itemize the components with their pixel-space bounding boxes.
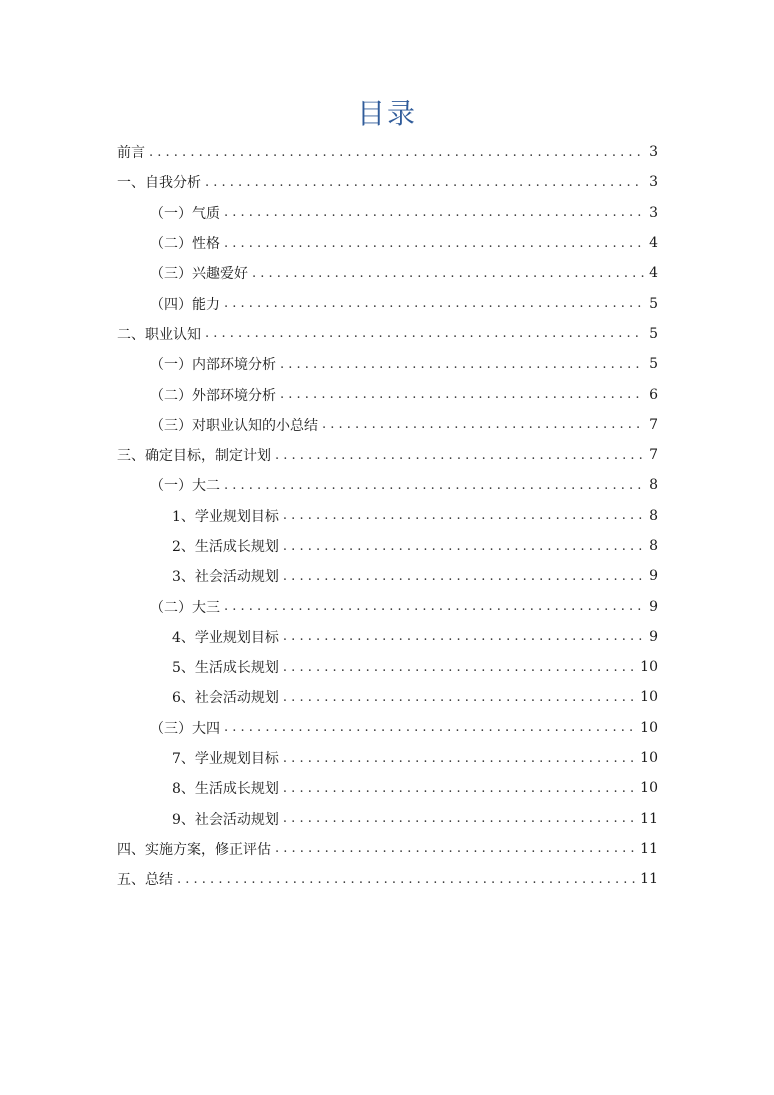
- toc-entry-label: 5、生活成长规划: [172, 660, 279, 677]
- toc-entry[interactable]: [117, 349, 658, 379]
- dot-leader: [224, 478, 644, 493]
- toc-entry-page: 7: [649, 416, 658, 433]
- dot-leader: [283, 569, 644, 584]
- toc-entry-page: 11: [640, 810, 658, 827]
- dot-leader: [275, 448, 644, 463]
- toc-entry[interactable]: [117, 379, 658, 409]
- dot-leader: [283, 781, 636, 796]
- toc-entry[interactable]: [117, 561, 658, 591]
- dot-leader: [224, 205, 644, 220]
- dot-leader: [283, 629, 644, 644]
- toc-entry[interactable]: [117, 410, 658, 440]
- toc-entry-label: （四）能力: [150, 296, 220, 313]
- toc-entry-page: 8: [649, 507, 658, 524]
- toc-entry[interactable]: [117, 834, 658, 864]
- dot-leader: [283, 539, 644, 554]
- toc-entry-label: 9、社会活动规划: [172, 811, 279, 828]
- toc-entry-page: 11: [640, 871, 658, 888]
- toc-entry-page: 8: [649, 538, 658, 554]
- toc-entry[interactable]: [117, 773, 658, 803]
- toc-entry[interactable]: [117, 652, 658, 682]
- toc-entry-page: 4: [649, 265, 658, 282]
- dot-leader: [283, 508, 644, 523]
- dot-leader: [224, 599, 644, 614]
- dot-leader: [280, 387, 644, 402]
- toc-entry[interactable]: [117, 622, 658, 652]
- toc-entry[interactable]: [117, 288, 658, 318]
- toc-entry-page: 10: [640, 659, 658, 676]
- toc-entry-label: （一）内部环境分析: [150, 357, 276, 374]
- toc-title: 目录: [356, 97, 417, 130]
- toc-entry-label: 7、学业规划目标: [172, 751, 279, 768]
- toc-entry-page: 3: [649, 174, 658, 191]
- toc-entry-page: 3: [649, 204, 658, 221]
- toc-entry[interactable]: [117, 470, 658, 500]
- table-of-contents: [117, 137, 658, 894]
- dot-leader: [275, 841, 636, 856]
- dot-leader: [283, 660, 636, 675]
- toc-entry-label: 三、确定目标，制定计划: [117, 448, 271, 465]
- toc-entry-label: （三）兴趣爱好: [150, 266, 248, 283]
- toc-entry-label: 6、社会活动规划: [172, 690, 279, 707]
- toc-entry-page: 9: [649, 628, 658, 645]
- dot-leader: [224, 720, 636, 735]
- toc-entry-page: 11: [640, 840, 658, 857]
- toc-entry-page: 10: [640, 719, 658, 736]
- dot-leader: [283, 811, 636, 826]
- dot-leader: [177, 872, 636, 887]
- toc-entry-label: 前言: [117, 145, 145, 162]
- dot-leader: [149, 145, 644, 160]
- dot-leader: [283, 690, 636, 705]
- toc-entry-page: 7: [649, 447, 658, 464]
- toc-entry-label: 2、生活成长规划: [172, 539, 279, 555]
- toc-entry-page: 5: [649, 295, 658, 312]
- toc-entry-label: 五、总结: [117, 872, 173, 889]
- toc-entry[interactable]: [117, 198, 658, 228]
- toc-entry[interactable]: [117, 501, 658, 531]
- toc-entry[interactable]: [117, 804, 658, 834]
- dot-leader: [280, 357, 644, 372]
- toc-entry[interactable]: [117, 167, 658, 197]
- toc-entry-label: （二）外部环境分析: [150, 387, 276, 404]
- toc-entry-label: （三）大四: [150, 720, 220, 737]
- dot-leader: [205, 175, 644, 190]
- toc-entry-label: （二）性格: [150, 236, 220, 253]
- toc-entry-label: 四、实施方案，修正评估: [117, 841, 271, 858]
- toc-entry-page: 10: [640, 780, 658, 797]
- toc-entry[interactable]: [117, 591, 658, 621]
- toc-entry-page: 9: [649, 598, 658, 615]
- dot-leader: [224, 296, 644, 311]
- toc-entry[interactable]: [117, 258, 658, 288]
- toc-entry[interactable]: [117, 864, 658, 894]
- toc-entry[interactable]: [117, 682, 658, 712]
- toc-entry[interactable]: [117, 228, 658, 258]
- dot-leader: [252, 266, 644, 281]
- toc-entry[interactable]: [117, 319, 658, 349]
- toc-entry-label: 二、职业认知: [117, 326, 201, 343]
- dot-leader: [283, 751, 636, 766]
- toc-entry-page: 5: [649, 356, 658, 373]
- toc-entry-page: 4: [649, 235, 658, 252]
- toc-entry-page: 5: [649, 325, 658, 342]
- toc-entry-label: 1、学业规划目标: [172, 508, 279, 525]
- toc-entry-label: 4、学业规划目标: [172, 629, 279, 646]
- toc-entry-label: 一、自我分析: [117, 175, 201, 192]
- toc-entry-page: 9: [649, 568, 658, 585]
- toc-entry-label: 3、社会活动规划: [172, 569, 279, 586]
- toc-entry-label: （一）气质: [150, 205, 220, 222]
- toc-entry-page: 8: [649, 477, 658, 494]
- toc-entry-label: （一）大二: [150, 478, 220, 495]
- toc-entry[interactable]: [117, 440, 658, 470]
- toc-entry-label: （二）大三: [150, 599, 220, 616]
- toc-entry[interactable]: [117, 743, 658, 773]
- dot-leader: [322, 417, 644, 432]
- dot-leader: [224, 236, 644, 251]
- toc-entry[interactable]: [117, 137, 658, 167]
- toc-entry[interactable]: [117, 531, 658, 561]
- toc-entry-label: （三）对职业认知的小总结: [150, 417, 318, 434]
- toc-entry-page: 10: [640, 689, 658, 706]
- toc-entry-page: 6: [649, 386, 658, 403]
- toc-entry-label: 8、生活成长规划: [172, 781, 279, 798]
- toc-entry-page: 10: [640, 750, 658, 767]
- toc-entry-page: 3: [649, 144, 658, 161]
- toc-entry[interactable]: [117, 713, 658, 743]
- dot-leader: [205, 326, 644, 341]
